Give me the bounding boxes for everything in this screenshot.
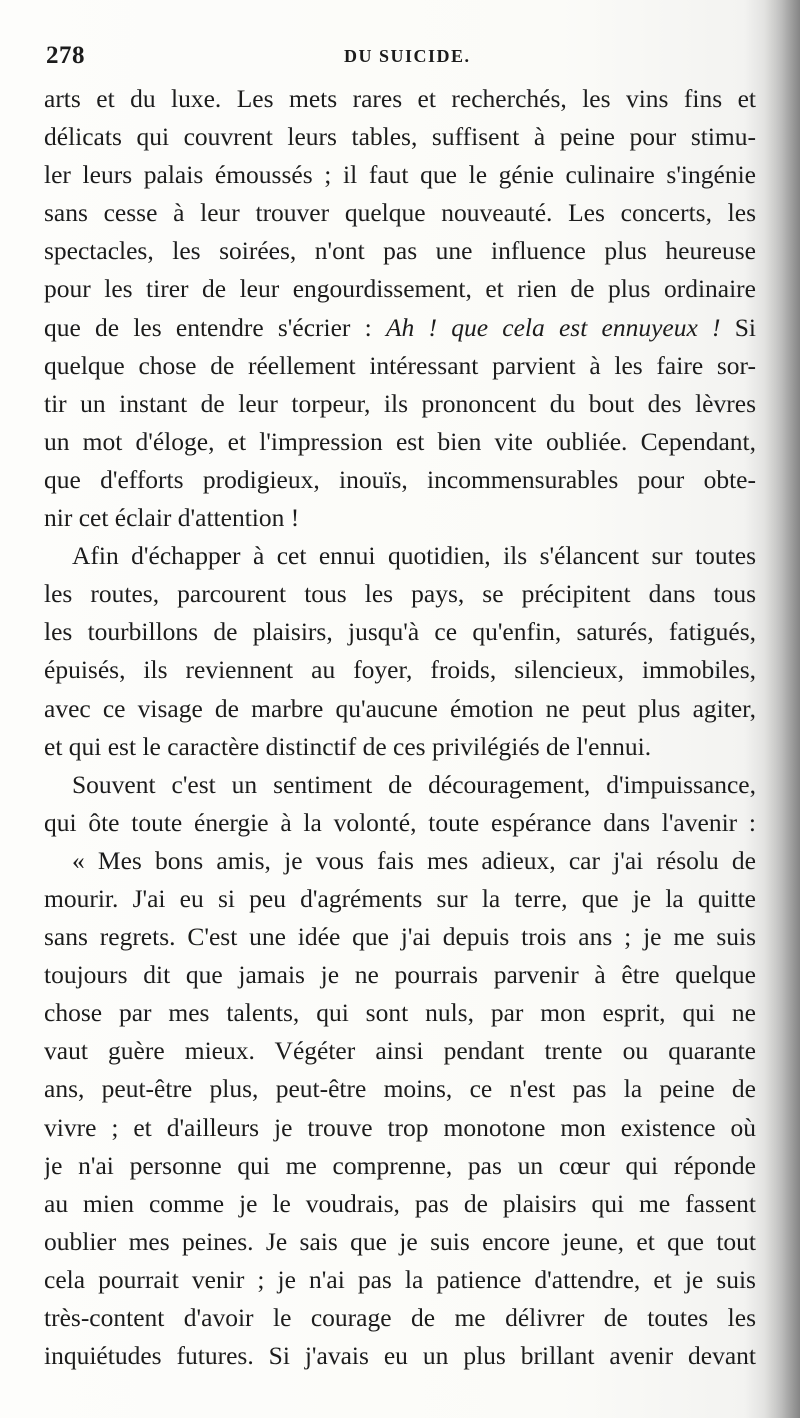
text-line: les routes, parcourent tous les pays, se précipitent dans tous [44, 579, 756, 609]
text-segment: que de les entendre s'écrier : [44, 312, 372, 342]
text-line: un mot d'éloge, et l'impression est bien vite oubliée. Cependant, [44, 426, 756, 456]
text-line: tir un instant de leur torpeur, ils prononcent du bout des lèvres [44, 388, 756, 418]
text-line: je n'ai personne qui me comprenne, pas un cœur qui réponde [44, 1150, 756, 1180]
text-line: spectacles, les soirées, n'ont pas une influence plus heureuse [44, 236, 756, 266]
text-line: sans regrets. C'est une idée que j'ai depuis trois ans ; je me suis [44, 922, 756, 952]
text-line: et qui est le caractère distinctif de ces privilégiés de l'ennui. [44, 731, 652, 761]
text-line: délicats qui couvrent leurs tables, suffisent à peine pour stimu- [44, 122, 756, 152]
text-line: Afin d'échapper à cet ennui quotidien, ils s'élancent sur toutes [72, 541, 756, 571]
text-line: pour les tirer de leur engourdissement, et rien de plus ordinaire [44, 274, 756, 304]
text-line: nir cet éclair d'attention ! [44, 503, 300, 533]
text-line: qui ôte toute énergie à la volonté, toute espérance dans l'avenir : [44, 807, 756, 837]
text-line-with-italic [44, 309, 756, 347]
text-line: épuisés, ils reviennent au foyer, froids, silencieux, immobiles, [44, 655, 756, 685]
text-line: oublier mes peines. Je sais que je suis encore jeune, et que tout [44, 1226, 756, 1256]
text-line: sans cesse à leur trouver quelque nouveauté. Les concerts, les [44, 198, 756, 228]
text-line: cela pourrait venir ; je n'ai pas la patience d'attendre, et je suis [44, 1264, 756, 1294]
text-line: chose par mes talents, qui sont nuls, par mon esprit, qui ne [44, 998, 756, 1028]
text-line: arts et du luxe. Les mets rares et recherchés, les vins fins et [44, 84, 756, 113]
text-line: au mien comme je le voudrais, pas de plaisirs qui me fassent [44, 1188, 756, 1218]
text-line: avec ce visage de marbre qu'aucune émotion ne peut plus agiter, [44, 693, 756, 723]
text-line: ler leurs palais émoussés ; il faut que le génie culinaire s'ingénie [44, 160, 756, 190]
text-line: les tourbillons de plaisirs, jusqu'à ce qu'enfin, saturés, fatigués, [44, 617, 756, 647]
text-line: « Mes bons amis, je vous fais mes adieux, car j'ai résolu de [72, 845, 756, 875]
text-line: vivre ; et d'ailleurs je trouve trop monotone mon existence où [44, 1112, 756, 1142]
text-segment: Si [734, 312, 756, 342]
text-line: mourir. J'ai eu si peu d'agréments sur la terre, que je la quitte [44, 883, 756, 913]
text-line: très-content d'avoir le courage de me délivrer de toutes les [44, 1303, 756, 1332]
running-title: DU SUICIDE. [344, 46, 471, 66]
page-header [44, 38, 756, 74]
page-number: 278 [46, 42, 85, 69]
body-text [44, 80, 756, 1375]
text-line: toujours dit que jamais je ne pourrais parvenir à être quelque [44, 960, 756, 990]
text-line: ans, peut-être plus, peut-être moins, ce n'est pas la peine de [44, 1074, 756, 1104]
text-line: que d'efforts prodigieux, inouïs, incommensurables pour obte- [44, 464, 756, 494]
spine-shadow [764, 0, 800, 1418]
italic-quote: Ah ! que cela est ennuyeux ! [385, 312, 721, 342]
text-line: vaut guère mieux. Végéter ainsi pendant trente ou quarante [44, 1036, 756, 1066]
text-line: inquiétudes futures. Si j'avais eu un plus brillant avenir devant [44, 1341, 756, 1371]
text-line: quelque chose de réellement intéressant parvient à les faire sor- [44, 350, 756, 380]
text-line: Souvent c'est un sentiment de découragement, d'impuissance, [72, 769, 756, 799]
